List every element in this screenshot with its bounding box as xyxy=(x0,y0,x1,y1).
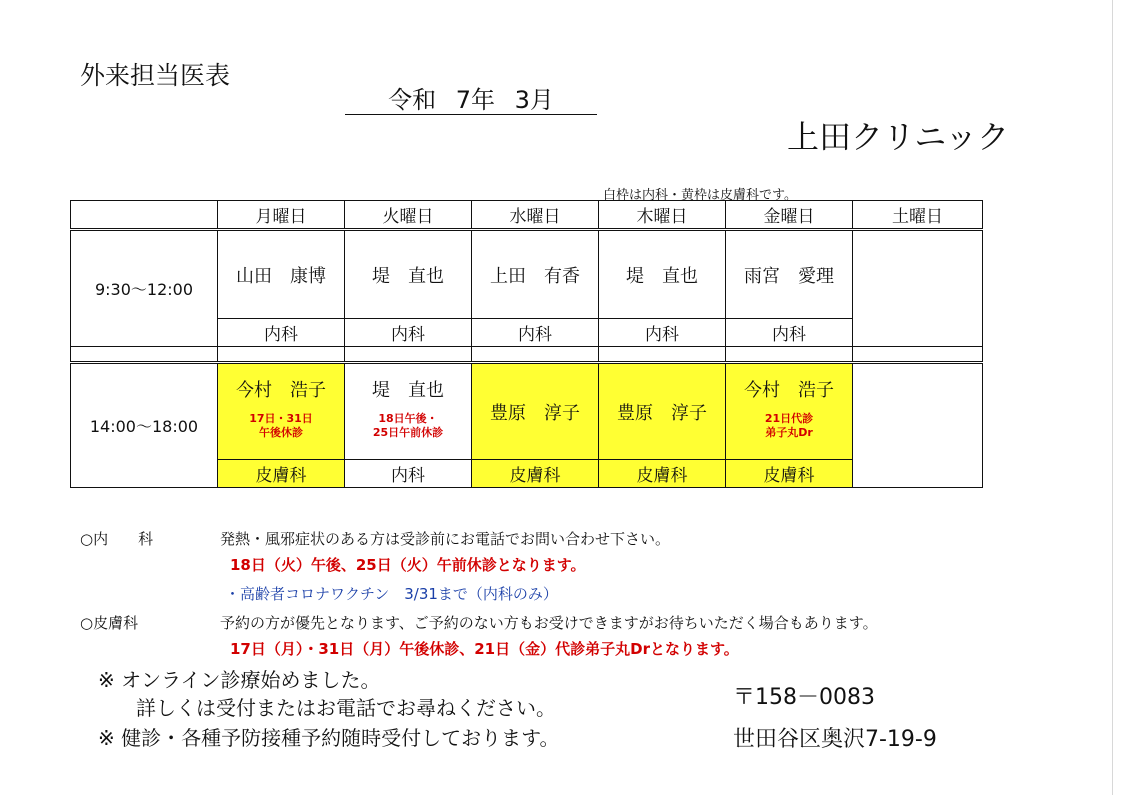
gap-cell xyxy=(599,347,726,363)
gap-cell xyxy=(218,347,345,363)
note-line: 17日・31日 xyxy=(249,411,313,425)
afternoon-dept-fri: 皮膚科 xyxy=(726,460,853,488)
corner-cell xyxy=(71,201,218,230)
afternoon-doctor-fri xyxy=(726,363,853,460)
gap-cell xyxy=(853,347,983,363)
vaccine-notice: ・高齢者コロナワクチン 3/31まで（内科のみ） xyxy=(225,585,558,603)
schedule-table xyxy=(70,200,983,488)
gap-row xyxy=(71,347,983,363)
morning-doctor-thu: 堤 直也 xyxy=(599,230,726,319)
morning-dept-wed: 内科 xyxy=(472,319,599,347)
afternoon-dept-wed: 皮膚科 xyxy=(472,460,599,488)
clinic-name: 上田クリニック xyxy=(787,118,1010,156)
month: 3月 xyxy=(514,86,554,114)
doctor-name: 堤 直也 xyxy=(372,379,444,401)
note-line: 18日午後・ xyxy=(378,411,438,425)
doctor-name: 今村 浩子 xyxy=(744,379,834,401)
hifu-label: ○皮膚科 xyxy=(80,614,139,632)
naika-label: ○内 科 xyxy=(80,530,154,548)
online-detail: 詳しくは受付またはお電話でお尋ねください。 xyxy=(136,696,556,720)
day-mon: 月曜日 xyxy=(218,201,345,230)
closure-note xyxy=(345,412,471,440)
year: 7年 xyxy=(455,86,495,114)
morning-dept-tue: 内科 xyxy=(345,319,472,347)
day-sat: 土曜日 xyxy=(853,201,983,230)
online-notice: ※ オンライン診療始めました。 xyxy=(98,668,381,692)
schedule-period xyxy=(345,86,597,115)
header-row xyxy=(71,201,983,230)
color-legend: 白枠は内科・黄枠は皮膚科です。 xyxy=(603,188,797,203)
postal-code: 〒158－0083 xyxy=(733,685,875,710)
gap-cell xyxy=(71,347,218,363)
afternoon-doctor-sat xyxy=(853,363,983,488)
afternoon-doctor-mon xyxy=(218,363,345,460)
day-tue: 火曜日 xyxy=(345,201,472,230)
afternoon-doctor-wed: 豊原 淳子 xyxy=(472,363,599,460)
afternoon-time: 14:00～18:00 xyxy=(71,363,218,488)
morning-doctor-fri: 雨宮 愛理 xyxy=(726,230,853,319)
morning-dept-mon: 内科 xyxy=(218,319,345,347)
morning-doctor-tue: 堤 直也 xyxy=(345,230,472,319)
gap-cell xyxy=(726,347,853,363)
afternoon-dept-mon: 皮膚科 xyxy=(218,460,345,488)
afternoon-doctor-row xyxy=(71,363,983,460)
day-thu: 木曜日 xyxy=(599,201,726,230)
substitute-note xyxy=(726,412,852,440)
gap-cell xyxy=(345,347,472,363)
morning-dept-fri: 内科 xyxy=(726,319,853,347)
morning-doctor-mon: 山田 康博 xyxy=(218,230,345,319)
note-line: 25日午前休診 xyxy=(372,425,444,439)
doctor-name: 今村 浩子 xyxy=(236,379,326,401)
morning-doctor-sat xyxy=(853,230,983,347)
day-fri: 金曜日 xyxy=(726,201,853,230)
afternoon-dept-thu: 皮膚科 xyxy=(599,460,726,488)
morning-dept-thu: 内科 xyxy=(599,319,726,347)
afternoon-doctor-tue xyxy=(345,363,472,460)
page-edge-line xyxy=(1112,0,1113,795)
day-wed: 水曜日 xyxy=(472,201,599,230)
naika-closure-notice: 18日（火）午後、25日（火）午前休診となります。 xyxy=(230,556,586,574)
morning-time: 9:30～12:00 xyxy=(71,230,218,347)
naika-text: 発熱・風邪症状のある方は受診前にお電話でお問い合わせ下さい。 xyxy=(220,530,671,548)
note-line: 午後休診 xyxy=(259,425,303,439)
era: 令和 xyxy=(388,86,437,114)
address: 世田谷区奥沢7-19-9 xyxy=(733,727,937,752)
checkup-notice: ※ 健診・各種予防接種予約随時受付しております。 xyxy=(98,726,560,750)
afternoon-dept-tue: 内科 xyxy=(345,460,472,488)
hifu-closure-notice: 17日（月）・31日（月）午後休診、21日（金）代診弟子丸Drとなります。 xyxy=(230,640,739,658)
morning-doctor-wed: 上田 有香 xyxy=(472,230,599,319)
closure-note xyxy=(218,412,344,440)
page-title: 外来担当医表 xyxy=(80,61,231,90)
gap-cell xyxy=(472,347,599,363)
note-line: 弟子丸Dr xyxy=(765,425,813,439)
morning-doctor-row xyxy=(71,230,983,319)
hifu-text: 予約の方が優先となります、ご予約のない方もお受けできますがお待ちいただく場合もあります。 xyxy=(220,614,878,632)
afternoon-doctor-thu: 豊原 淳子 xyxy=(599,363,726,460)
note-line: 21日代診 xyxy=(764,411,814,425)
